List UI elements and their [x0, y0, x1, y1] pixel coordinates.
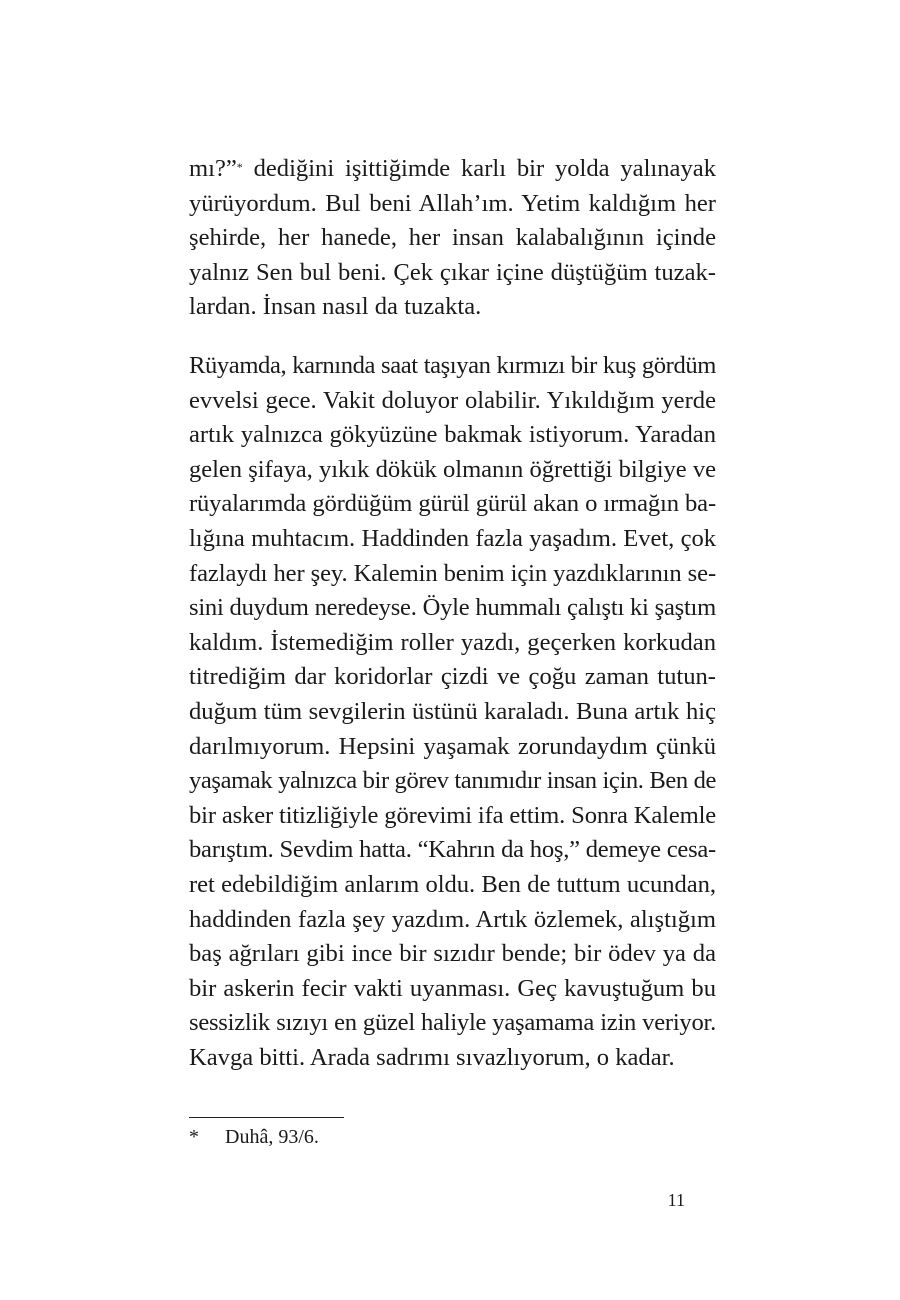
- text-line: lardan. İnsan nasıl da tuzakta.: [189, 293, 482, 321]
- text-line: barıştım. Sevdim hatta. “Kahrın da hoş,” demeye cesa-: [189, 836, 716, 864]
- text-line: titrediğim dar koridorlar çizdi ve çoğu zaman tutun-: [189, 663, 716, 691]
- text-line: mı?”* dediğini işittiğimde karlı bir yolda yalınayak: [189, 155, 716, 182]
- text-line: artık yalnızca gökyüzüne bakmak istiyorum. Yaradan: [189, 421, 716, 449]
- text-line: yaşamak yalnızca bir görev tanımıdır insan için. Ben de: [189, 767, 716, 795]
- text-line: evvelsi gece. Vakit doluyor olabilir. Yıkıldığım yerde: [189, 386, 716, 414]
- text-line: sessizlik sızıyı en güzel haliyle yaşamama izin veriyor.: [189, 1009, 716, 1037]
- text-line: fazlaydı her şey. Kalemin benim için yazdıklarının se-: [189, 559, 717, 587]
- text-line: sini duydum neredeyse. Öyle hummalı çalıştı ki şaştım: [189, 594, 716, 622]
- text-line: Kavga bitti. Arada sadrımı sıvazlıyorum, o kadar.: [189, 1043, 675, 1071]
- text-line: bir asker titizliğiyle görevimi ifa ettim. Sonra Kalemle: [189, 801, 717, 829]
- footnote-reference-marker: *: [236, 160, 243, 174]
- paragraph-2: [189, 349, 716, 1075]
- text-line: duğum tüm sevgilerin üstünü karaladı. Buna artık hiç: [189, 697, 716, 725]
- footnote: [189, 1122, 319, 1152]
- text-line: bir askerin fecir vakti uyanması. Geç kavuştuğum bu: [189, 974, 716, 1002]
- text-line: lığına muhtacım. Haddinden fazla yaşadım. Evet, çok: [189, 524, 716, 552]
- text-line: kaldım. İstemediğim roller yazdı, geçerken korkudan: [189, 628, 716, 656]
- text-line: yalnız Sen bul beni. Çek çıkar içine düştüğüm tuzak-: [189, 258, 716, 286]
- page-number: 11: [667, 1190, 685, 1210]
- text-line: baş ağrıları gibi ince bir sızıdır bende; bir ödev ya da: [189, 940, 716, 968]
- text-line: yürüyordum. Bul beni Allah’ım. Yetim kaldığım her: [189, 189, 716, 217]
- footnote-marker: *: [189, 1126, 199, 1148]
- text-line: darılmıyorum. Hepsini yaşamak zorundaydım çünkü: [189, 732, 716, 760]
- paragraph-1: [189, 152, 716, 325]
- text-line: Rüyamda, karnında saat taşıyan kırmızı bir kuş gördüm: [189, 352, 716, 379]
- text-line: haddinden fazla şey yazdım. Artık özlemek, alıştığım: [189, 905, 716, 933]
- text-line: şehirde, her hanede, her insan kalabalığının içinde: [189, 224, 716, 252]
- text-line: ret edebildiğim anlarım oldu. Ben de tuttum ucundan,: [189, 870, 716, 898]
- footnote-text: Duhâ, 93/6.: [225, 1126, 319, 1148]
- text-line: rüyalarımda gördüğüm gürül gürül akan o ırmağın ba-: [189, 490, 716, 518]
- footnote-divider: [189, 1117, 344, 1118]
- text-line: gelen şifaya, yıkık dökük olmanın öğrettiği bilgiye ve: [189, 455, 716, 483]
